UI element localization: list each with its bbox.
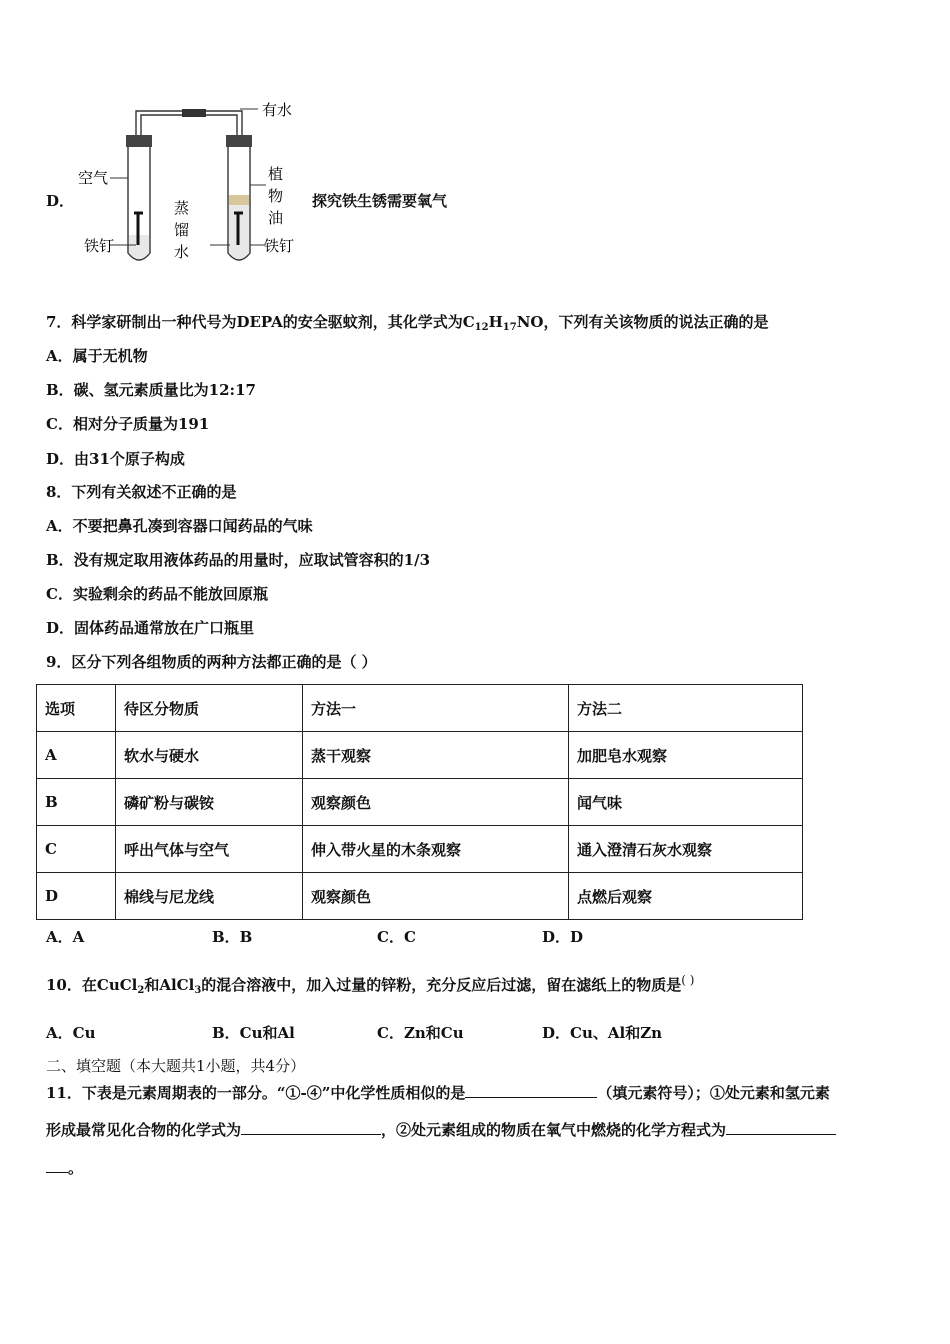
label-distilled-3: 水 <box>174 243 190 261</box>
q10-answer-d: D．Cu、Al和Zn <box>542 1024 663 1042</box>
table-cell: 蒸干观察 <box>303 732 569 779</box>
vegetable-oil-layer <box>229 195 249 205</box>
q10-answer-b: B．Cu和Al <box>212 1024 295 1042</box>
table-cell: 闻气味 <box>569 779 803 826</box>
table-cell: 伸入带火星的木条观察 <box>303 826 569 873</box>
label-distilled-2: 馏 <box>174 221 190 239</box>
q7-option-b: B．碳、氢元素质量比为12:17 <box>46 381 256 399</box>
label-air: 空气 <box>78 169 109 187</box>
fill-blank[interactable] <box>465 1081 597 1098</box>
table-cell: A <box>37 732 116 779</box>
table-row <box>37 779 803 826</box>
table-row <box>37 826 803 873</box>
table-cell: 软水与硬水 <box>116 732 303 779</box>
q9-table <box>36 684 803 920</box>
fill-blank[interactable] <box>726 1118 836 1135</box>
table-cell: D <box>37 873 116 920</box>
label-nail-right: 铁钉 <box>264 237 295 255</box>
section-heading: 二、填空题（本大题共1小题，共4分） <box>46 1057 306 1075</box>
table-cell: 通入澄清石灰水观察 <box>569 826 803 873</box>
table-cell: 棉线与尼龙线 <box>116 873 303 920</box>
q11-line1: 11．下表是元素周期表的一部分。“①-④”中化学性质相似的是 （填元素符号）；①处元素和氢元素 <box>46 1081 830 1103</box>
q8-stem: 8．下列有关叙述不正确的是 <box>46 483 237 501</box>
table-header-row <box>37 685 803 732</box>
label-oil-3: 油 <box>268 209 284 227</box>
q9-answer-c: C．C <box>377 928 416 946</box>
q10-paren: ( ) <box>681 973 695 987</box>
q11-line2: 形成最常见化合物的化学式为 ，②处元素组成的物质在氧气中燃烧的化学方程式为 <box>46 1118 836 1140</box>
table-cell: 观察颜色 <box>303 873 569 920</box>
q9-answer-a: A．A <box>46 928 85 946</box>
label-oil-2: 物 <box>268 187 284 205</box>
header-cell: 选项 <box>37 685 116 732</box>
right-stopper <box>226 135 252 147</box>
label-water-top: 有水 <box>262 101 293 119</box>
q10-answer-c: C．Zn和Cu <box>377 1024 464 1042</box>
table-cell: 加肥皂水观察 <box>569 732 803 779</box>
table-cell: 呼出气体与空气 <box>116 826 303 873</box>
header-cell: 方法二 <box>569 685 803 732</box>
table-cell: C <box>37 826 116 873</box>
q9-stem: 9．区分下列各组物质的两种方法都正确的是（ ） <box>46 653 377 671</box>
q10-stem: 10．在CuCl$_2$和AlCl$_3$的混合溶液中，加入过量的锌粉，充分反应后过滤，留在滤纸上的物质是( ) <box>46 973 695 996</box>
header-cell: 待区分物质 <box>116 685 303 732</box>
fill-blank[interactable] <box>241 1118 381 1135</box>
q9-answer-d: D．D <box>542 928 584 946</box>
q10-answer-a: A．Cu <box>46 1024 96 1042</box>
q8-option-a: A．不要把鼻孔凑到容器口闻药品的气味 <box>46 517 313 535</box>
table-row <box>37 732 803 779</box>
q11-line3: 。 <box>46 1156 83 1178</box>
table-cell: B <box>37 779 116 826</box>
table-cell: 点燃后观察 <box>569 873 803 920</box>
label-oil-1: 植 <box>268 165 284 183</box>
table-cell: 磷矿粉与碳铵 <box>116 779 303 826</box>
q8-option-c: C．实验剩余的药品不能放回原瓶 <box>46 585 268 603</box>
label-nail-left: 铁钉 <box>84 237 115 255</box>
q7-stem: 7．科学家研制出一种代号为DEPA的安全驱蚊剂，其化学式为$C_{12}H_{17}NO$，下列有关该物质的说法正确的是 <box>46 313 769 333</box>
glass-tube-inner <box>141 115 237 139</box>
table-row <box>37 873 803 920</box>
q8-option-b: B．没有规定取用液体药品的用量时，应取试管容积的1/3 <box>46 551 431 569</box>
q8-option-d: D．固体药品通常放在广口瓶里 <box>46 619 255 637</box>
q6-option-d-text: 探究铁生锈需要氧气 <box>312 192 448 210</box>
q9-answer-b: B．B <box>212 928 253 946</box>
q6-option-letter: D． <box>46 192 75 210</box>
label-distilled-1: 蒸 <box>174 199 190 217</box>
q7-option-c: C．相对分子质量为191 <box>46 415 210 433</box>
table-cell: 观察颜色 <box>303 779 569 826</box>
rusting-apparatus-figure <box>70 95 310 275</box>
fill-blank[interactable] <box>46 1156 68 1173</box>
left-stopper <box>126 135 152 147</box>
q7-option-d: D．由31个原子构成 <box>46 450 185 468</box>
q7-option-a: A．属于无机物 <box>46 347 148 365</box>
header-cell: 方法一 <box>303 685 569 732</box>
rubber-connector <box>182 109 206 117</box>
